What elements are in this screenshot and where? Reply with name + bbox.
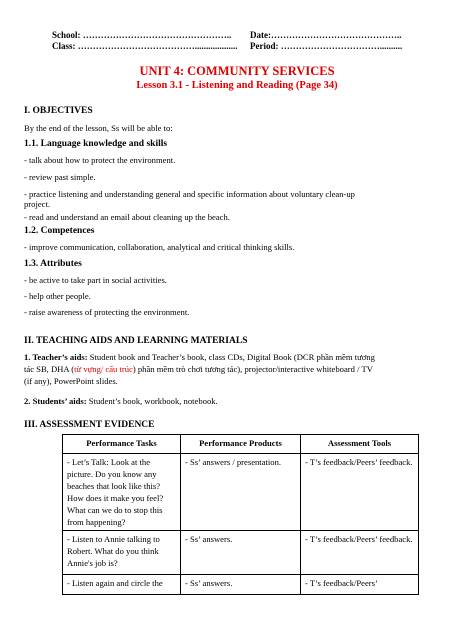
lesson-subtitle: Lesson 3.1 - Listening and Reading (Page 34)	[136, 80, 338, 91]
column-header: Performance Tasks	[63, 435, 181, 454]
list-item: - be active to take part in social activities.	[24, 275, 167, 285]
list-item: project.	[24, 199, 51, 209]
assessment-heading: III. ASSESSMENT EVIDENCE	[24, 420, 155, 430]
competences-heading: 1.2. Competences	[24, 226, 95, 236]
table-cell: - T’s feedback/Peers’ feedback.	[301, 454, 419, 531]
list-item: - help other people.	[24, 291, 91, 301]
teacher-aids-text: tác SB, DHA (	[24, 364, 75, 374]
teacher-aids-line1	[24, 352, 375, 362]
teacher-aids-label: 1. Teacher’s aids:	[24, 352, 88, 362]
table-cell: - Listen again and circle the	[63, 575, 181, 595]
list-item: - talk about how to protect the environment.	[24, 155, 176, 165]
objectives-intro: By the end of the lesson, Ss will be able to:	[24, 123, 173, 133]
page-title: UNIT 4: COMMUNITY SERVICES	[139, 64, 335, 78]
period-field: Period: ……………………………..........	[250, 41, 403, 51]
table-row	[63, 531, 419, 575]
table-cell: - Listen to Annie talking to Robert. What do you think Annie's job is?	[63, 531, 181, 575]
table-header-row	[63, 435, 419, 454]
column-header: Assessment Tools	[301, 435, 419, 454]
teacher-aids-line3: (if any), PowerPoint slides.	[24, 376, 118, 386]
table-cell: - Let’s Talk: Look at the picture. Do you know any beaches that look like this? How does it make you feel? What can we do to stop this from happening?	[63, 454, 181, 531]
language-skills-heading: 1.1. Language knowledge and skills	[24, 139, 168, 149]
date-field: Date:……………………………………..	[250, 30, 402, 40]
teacher-aids-line2	[24, 364, 373, 374]
student-aids-label: 2. Students’ aids:	[24, 396, 87, 406]
attributes-heading: 1.3. Attributes	[24, 259, 82, 269]
assessment-table	[62, 434, 419, 595]
teacher-aids-red-text: từ vựng/ cấu trúc	[74, 364, 133, 374]
table-cell: - Ss’ answers.	[181, 531, 301, 575]
student-aids-line	[24, 396, 218, 406]
table-row	[63, 575, 419, 595]
list-item: - improve communication, collaboration, analytical and critical thinking skills.	[24, 242, 295, 252]
column-header: Performance Products	[181, 435, 301, 454]
list-item: - practice listening and understanding general and specific information about voluntary clean-up	[24, 189, 355, 199]
table-cell: - T’s feedback/Peers’	[301, 575, 419, 595]
table-cell: - T’s feedback/Peers’ feedback.	[301, 531, 419, 575]
list-item: - read and understand an email about cleaning up the beach.	[24, 212, 230, 222]
table-cell: - Ss’ answers.	[181, 575, 301, 595]
teaching-aids-heading: II. TEACHING AIDS AND LEARNING MATERIALS	[24, 336, 248, 346]
list-item: - raise awareness of protecting the environment.	[24, 307, 190, 317]
teacher-aids-text: ) phần mềm trò chơi tương tác), projector/interactive whiteboard / TV	[132, 364, 373, 374]
objectives-heading: I. OBJECTIVES	[24, 106, 93, 116]
student-aids-text: Student’s book, workbook, notebook.	[86, 396, 218, 406]
table-row	[63, 454, 419, 531]
class-field: Class: …………………………………...................	[52, 41, 238, 51]
teacher-aids-text: Student book and Teacher’s book, class CDs, Digital Book (DCR phần mềm tương	[87, 352, 375, 362]
list-item: - review past simple.	[24, 172, 96, 182]
table-cell: - Ss’ answers / presentation.	[181, 454, 301, 531]
school-field: School: …………………………………………..	[52, 30, 232, 40]
